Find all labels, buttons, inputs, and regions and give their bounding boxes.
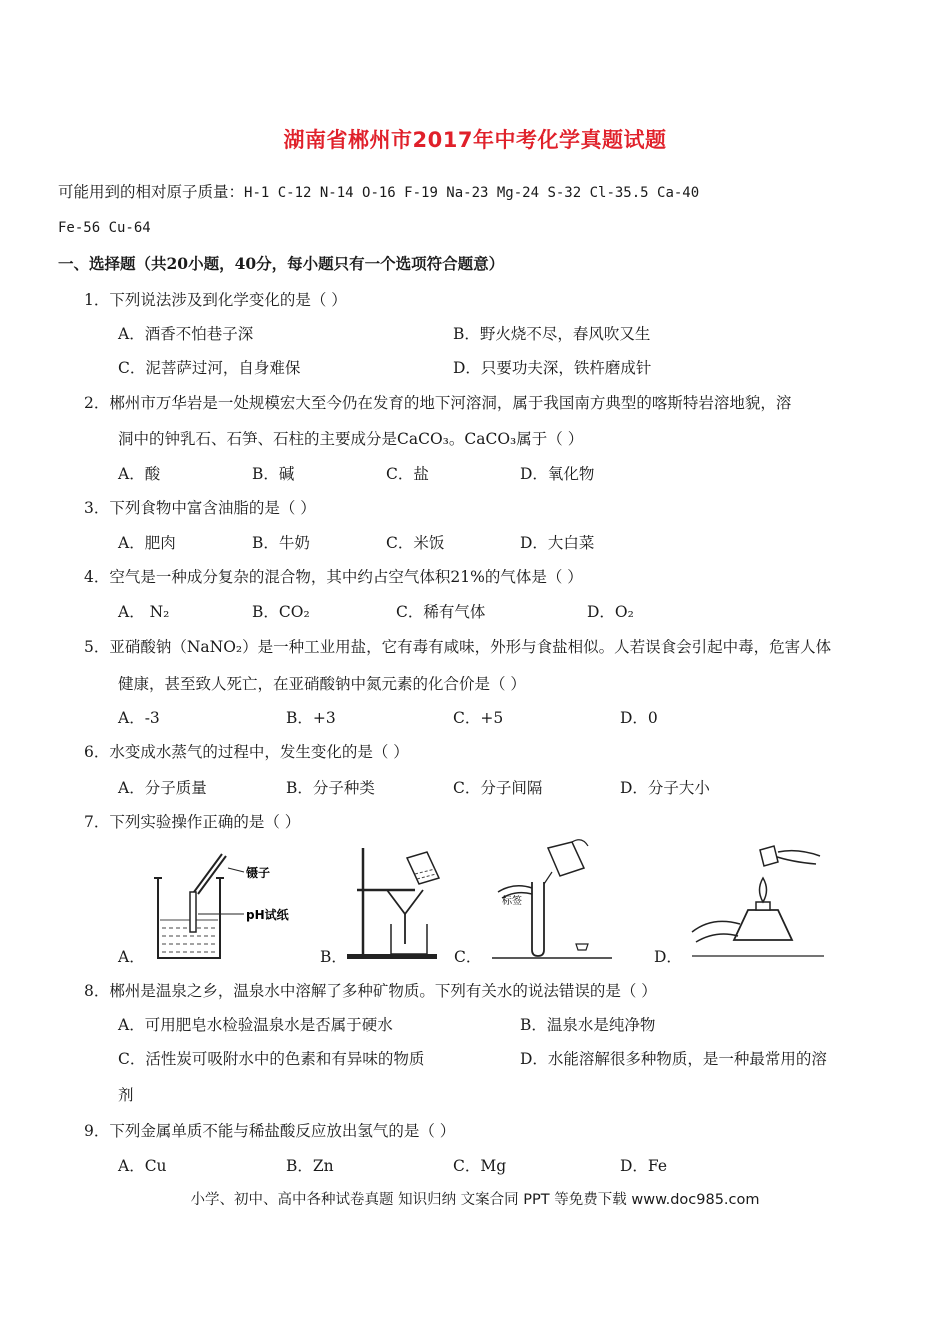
question-8-option-a: A．可用肥皂水检验温泉水是否属于硬水 [118,1016,393,1034]
question-6-option-c: C．分子间隔 [453,779,543,797]
question-3-option-b: B．牛奶 [252,534,310,552]
question-7-option-c: C． [454,948,482,966]
label-tweezers: 镊子 [246,866,271,880]
question-8-stem: 8．郴州是温泉之乡，温泉水中溶解了多种矿物质。下列有关水的说法错误的是（ ） [84,982,657,1000]
question-2-option-b: B．碱 [252,465,295,483]
question-5-option-a: A．-3 [118,709,160,727]
page-title: 湖南省郴州市2017年中考化学真题试题 [283,128,667,152]
question-8-option-c: C．活性炭可吸附水中的色素和有异味的物质 [118,1050,425,1068]
question-9-option-b: B．Zn [286,1157,334,1175]
bottle-stopper [576,944,588,950]
question-6-stem: 6．水变成水蒸气的过程中，发生变化的是（ ） [84,743,409,761]
pouring-beaker [407,852,439,884]
question-5-option-c: C．+5 [453,709,504,727]
upper-hand [774,851,820,864]
tweezers [194,854,226,894]
question-9-option-c: C．Mg [453,1157,507,1175]
liquid-lines [160,920,218,952]
question-3-option-a: A．肥肉 [118,534,176,552]
test-tube [532,882,544,956]
flame [760,878,767,902]
second-lamp [760,846,778,866]
question-3-option-d: D．大白菜 [520,534,595,552]
question-1-option-b: B．野火烧不尽，春风吹又生 [453,325,651,343]
question-1-stem: 1．下列说法涉及到化学变化的是（ ） [84,291,347,309]
atomic-mass-values-2: Fe-56 Cu-64 [58,220,151,236]
beaker-outline [158,878,220,958]
question-7-stem: 7．下列实验操作正确的是（ ） [84,813,301,831]
question-9-stem: 9．下列金属单质不能与稀盐酸反应放出氢气的是（ ） [84,1122,456,1140]
question-3-option-c: C．米饭 [386,534,445,552]
question-6-option-d: D．分子大小 [620,779,710,797]
question-4-option-c: C．稀有气体 [396,603,486,621]
question-5-stem-line1: 5．亚硝酸钠（NaNO₂）是一种工业用盐，它有毒有咸味，外形与食盐相似。人若误食会引起中毒，危害人体 [84,638,832,656]
question-2-option-d: D．氧化物 [520,465,595,483]
question-4-option-d: D．O₂ [587,603,634,621]
question-4-option-a: A． N₂ [118,603,170,621]
question-3-stem: 3．下列食物中富含油脂的是（ ） [84,499,316,517]
question-7-option-b: B． [320,948,347,966]
question-8-option-b: B．温泉水是纯净物 [520,1016,656,1034]
figure-c-pouring-liquid [484,838,614,963]
section-heading: 一、选择题（共20小题，40分，每小题只有一个选项符合题意） [58,254,505,273]
page-footer: 小学、初中、高中各种试卷真题 知识归纳 文案合同 PPT 等免费下载 www.doc985.com [190,1192,760,1208]
figure-b-filtration [335,838,445,963]
atomic-mass-line [58,180,699,202]
figure-d-alcohol-lamp [688,832,828,964]
question-8-option-d-line1: D．水能溶解很多种物质，是一种最常用的溶 [520,1050,827,1068]
question-1-option-d: D．只要功夫深，铁杵磨成针 [453,359,652,377]
question-4-option-b: B．CO₂ [252,603,310,621]
funnel [387,890,423,914]
question-6-option-b: B．分子种类 [286,779,375,797]
question-9-option-d: D．Fe [620,1157,668,1175]
question-2-stem-line1: 2．郴州市万华岩是一处规模宏大至今仍在发育的地下河溶洞，属于我国南方典型的喀斯特岩溶地貌，溶 [84,394,792,412]
question-1-option-c: C．泥菩萨过河，自身难保 [118,359,301,377]
lamp-body [734,910,792,940]
question-4-stem: 4．空气是一种成分复杂的混合物，其中约占空气体积21%的气体是（ ） [84,568,583,586]
question-6-option-a: A．分子质量 [118,779,207,797]
atomic-mass-values: H-1 C-12 N-14 O-16 F-19 Na-23 Mg-24 S-32 Cl-35.5 Ca-40 [244,185,700,201]
question-2-stem-line2: 洞中的钟乳石、石笋、石柱的主要成分是CaCO₃。CaCO₃属于（ ） [118,430,584,448]
lower-hand [692,921,740,942]
question-5-stem-line2: 健康，甚至致人死亡，在亚硝酸钠中氮元素的化合价是（ ） [118,675,526,693]
ph-paper-strip [190,892,196,932]
question-8-option-d-line2: 剂 [118,1086,134,1104]
reagent-bottle [548,842,584,876]
question-7-option-d: D． [654,948,682,966]
question-9-option-a: A．Cu [118,1157,167,1175]
svg-text:标签: 标签 [502,896,522,907]
question-1-option-a: A．酒香不怕巷子深 [118,325,254,343]
figure-a-beaker-ph-paper [140,848,300,963]
question-2-option-a: A．酸 [118,465,161,483]
question-2-option-c: C．盐 [386,465,429,483]
label-ph-paper: pH试纸 [246,908,289,922]
atomic-mass-label: 可能用到的相对原子质量： [58,183,245,201]
question-5-option-d: D．0 [620,709,658,727]
receiving-beaker [391,924,427,954]
question-5-option-b: B．+3 [286,709,336,727]
question-7-option-a: A． [118,948,145,966]
